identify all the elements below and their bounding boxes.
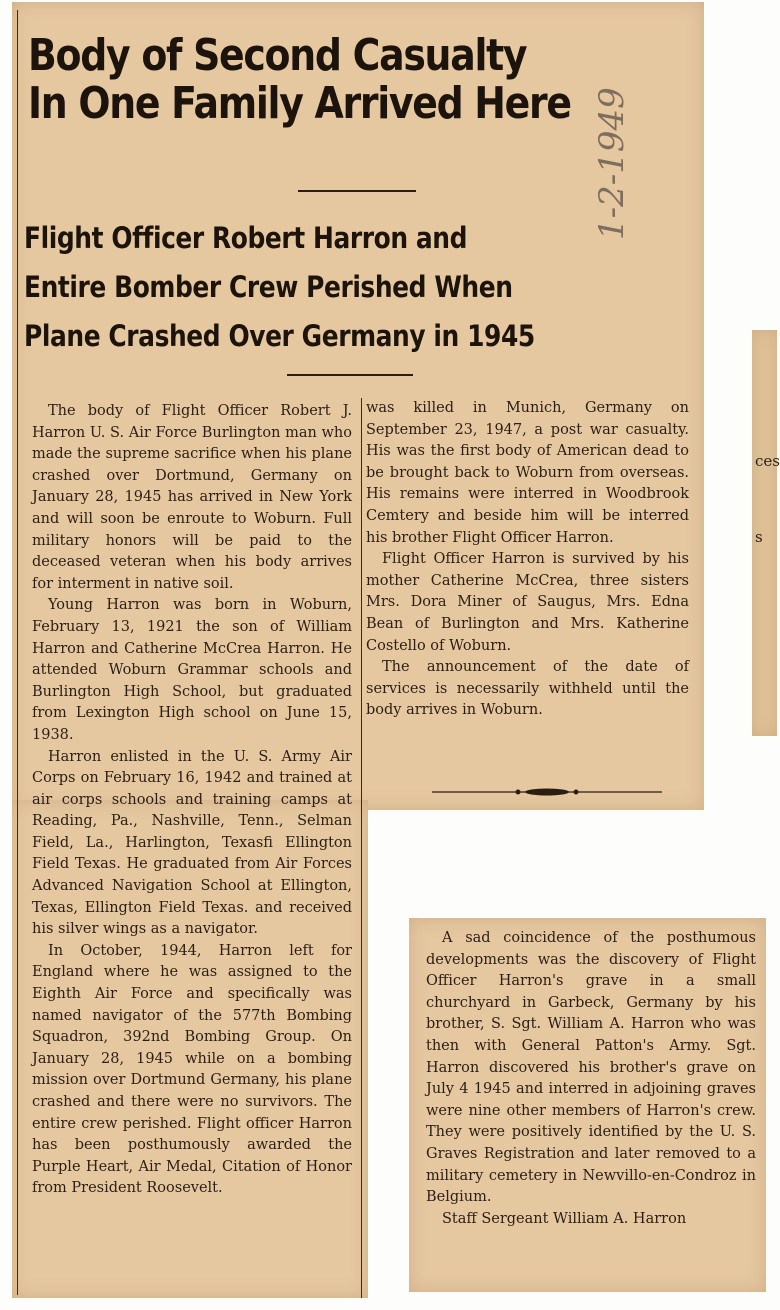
paragraph: In October, 1944, Harron left for England where he was assigned to the Eighth Air Force and specifically was named navigator of the 577th Bombing Squadron, 392nd Bombing Group. On January 28, 1945 while on a bombing mission over Dortmund Germany, his plane crashed and there were no survivors. The entire crew perished. Flight officer Harron has been posthumously awarded the Purple Heart, Air Medal, Citation of Honor from President Roosevelt. (32, 942, 352, 1197)
scrap-fragment: s (755, 528, 763, 546)
column-rule-middle (361, 398, 362, 1298)
headline-line-2: In One Family Arrived Here (28, 78, 571, 129)
paragraph: The body of Flight Officer Robert J. Harron U. S. Air Force Burlington man who made the supreme sacrifice when his plane crashed over Dortmund, Germany on January 28, 1945 has arrived in New York and will soon be enroute to Woburn. Full military honors will be paid to the deceased veteran when his body arrives for interment in native soil. (32, 403, 352, 592)
handwritten-date: 1-2-1949 (592, 87, 632, 240)
article-column-left (32, 401, 352, 1200)
signature: Staff Sergeant William A. Harron (442, 1210, 687, 1227)
subheadline-divider (287, 374, 413, 376)
end-of-article-ornament (432, 786, 662, 798)
subheadline-line-2: Entire Bomber Crew Perished When (24, 270, 513, 304)
subheadline-line-1: Flight Officer Robert Harron and (24, 221, 468, 255)
paragraph: was killed in Munich, Germany on September 23, 1947, a post war casualty. His was the first body of American dead to be brought back to Woburn from overseas. His remains were interred in Woodbrook Cemtery and beside him will be interred his brother Flight Officer Harron. (366, 400, 689, 546)
article-column-right (366, 398, 689, 722)
paragraph: Young Harron was born in Woburn, February 13, 1921 the son of William Harron and Catherine McCrea Harron. He attended Woburn Grammar schools and Burlington High School, but graduated from Lexington High school on June 15, 1938. (32, 597, 352, 743)
paragraph: Flight Officer Harron is survived by his mother Catherine McCrea, three sisters Mrs. Dora Miner of Saugus, Mrs. Edna Bean of Burlington and Mrs. Katherine Costello of Woburn. (366, 551, 689, 654)
subheadline (24, 214, 626, 361)
paragraph: Harron enlisted in the U. S. Army Air Corps on February 16, 1942 and trained at air corps schools and training camps at Reading, Pa., Nashville, Tenn., Selman Field, La., Harlington, Texasfi Ellington Field Texas. He graduated from Air Forces Advanced Navigation School at Ellington, Texas, Ellington Field Texas. and received his silver wings as a navigator. (32, 748, 352, 938)
paragraph: The announcement of the date of services is necessarily withheld until the body arrives in Woburn. (366, 659, 689, 719)
side-article (426, 928, 756, 1230)
headline-divider (298, 190, 416, 192)
column-rule-left (17, 10, 18, 1295)
subheadline-line-3: Plane Crashed Over Germany in 1945 (24, 319, 535, 353)
headline-line-1: Body of Second Casualty (28, 30, 527, 81)
side-paragraph: A sad coincidence of the posthumous developments was the discovery of Flight Officer Harron's grave in a small churchyard in Garbeck, Germany by his brother, S. Sgt. William A. Harron who was then with General Patton's Army. Sgt. Harron discovered his brother's grave on July 4 1945 and interred in adjoining graves were nine other members of Harron's crew. They were positively identified by the U. S. Graves Registration and later removed to a military cemetery in Newvillo-en-Condroz in Belgium. (426, 930, 756, 1206)
scrap-fragment: ces (755, 452, 780, 470)
headline (28, 30, 571, 129)
